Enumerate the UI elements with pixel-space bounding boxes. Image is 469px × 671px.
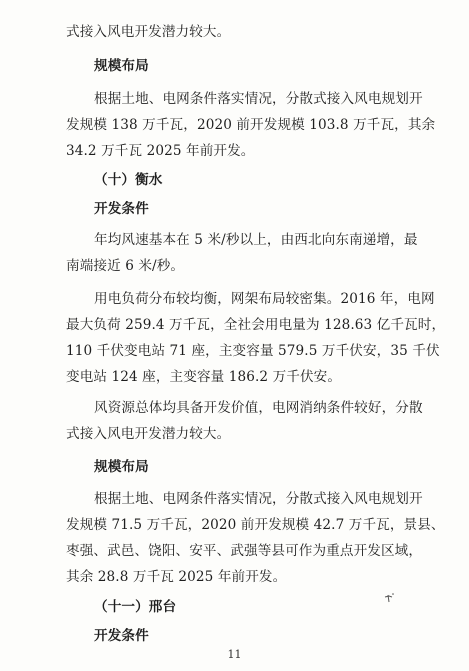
body-text-line: 34.2 万千瓦 2025 年前开发。	[66, 143, 255, 159]
section-heading-hengshui: （十）衡水	[94, 172, 163, 188]
body-text-line: 根据土地、电网条件落实情况，分散式接入风电规划开	[94, 491, 423, 507]
page-number: 11	[227, 648, 242, 661]
body-text-line: 最大负荷 259.4 万千瓦，全社会用电量为 128.63 亿千瓦时，	[66, 317, 446, 333]
body-text-line: 用电负荷分布较均衡，网架布局较密集。2016 年，电网	[94, 291, 435, 307]
body-text-line: 式接入风电开发潜力较大。	[66, 24, 231, 40]
body-text-line: 根据土地、电网条件落实情况，分散式接入风电规划开	[94, 91, 423, 107]
body-text-line: 式接入风电开发潜力较大。	[66, 426, 231, 442]
body-text-line: 枣强、武邑、饶阳、安平、武强等县可作为重点开发区域，	[66, 543, 423, 559]
body-text-line: 110 千伏变电站 71 座，主变容量 579.5 万千伏安，35 千伏	[66, 343, 440, 359]
subheading-scale-layout: 规模布局	[94, 58, 149, 74]
body-text-line: 年均风速基本在 5 米/秒以上，由西北向东南递增，最	[94, 232, 418, 248]
body-text-line: 其余 28.8 万千瓦 2025 年前开发。	[66, 569, 287, 585]
body-text-line: 发规模 138 万千瓦，2020 前开发规模 103.8 万千瓦，其余	[66, 117, 436, 133]
subheading-development-conditions: 开发条件	[94, 201, 149, 217]
body-text-line: 南端接近 6 米/秒。	[66, 258, 185, 274]
subheading-development-conditions: 开发条件	[94, 628, 149, 644]
section-heading-xingtai: （十一）邢台	[94, 599, 177, 615]
body-text-line: 变电站 124 座，主变容量 186.2 万千伏安。	[66, 369, 342, 385]
subheading-scale-layout: 规模布局	[94, 459, 149, 475]
body-text-line: 风资源总体均具备开发价值，电网消纳条件较好，分散	[94, 400, 423, 416]
body-text-line: 发规模 71.5 万千瓦，2020 前开发规模 42.7 万千瓦，景县、	[66, 517, 445, 533]
pen-mark	[382, 591, 396, 605]
